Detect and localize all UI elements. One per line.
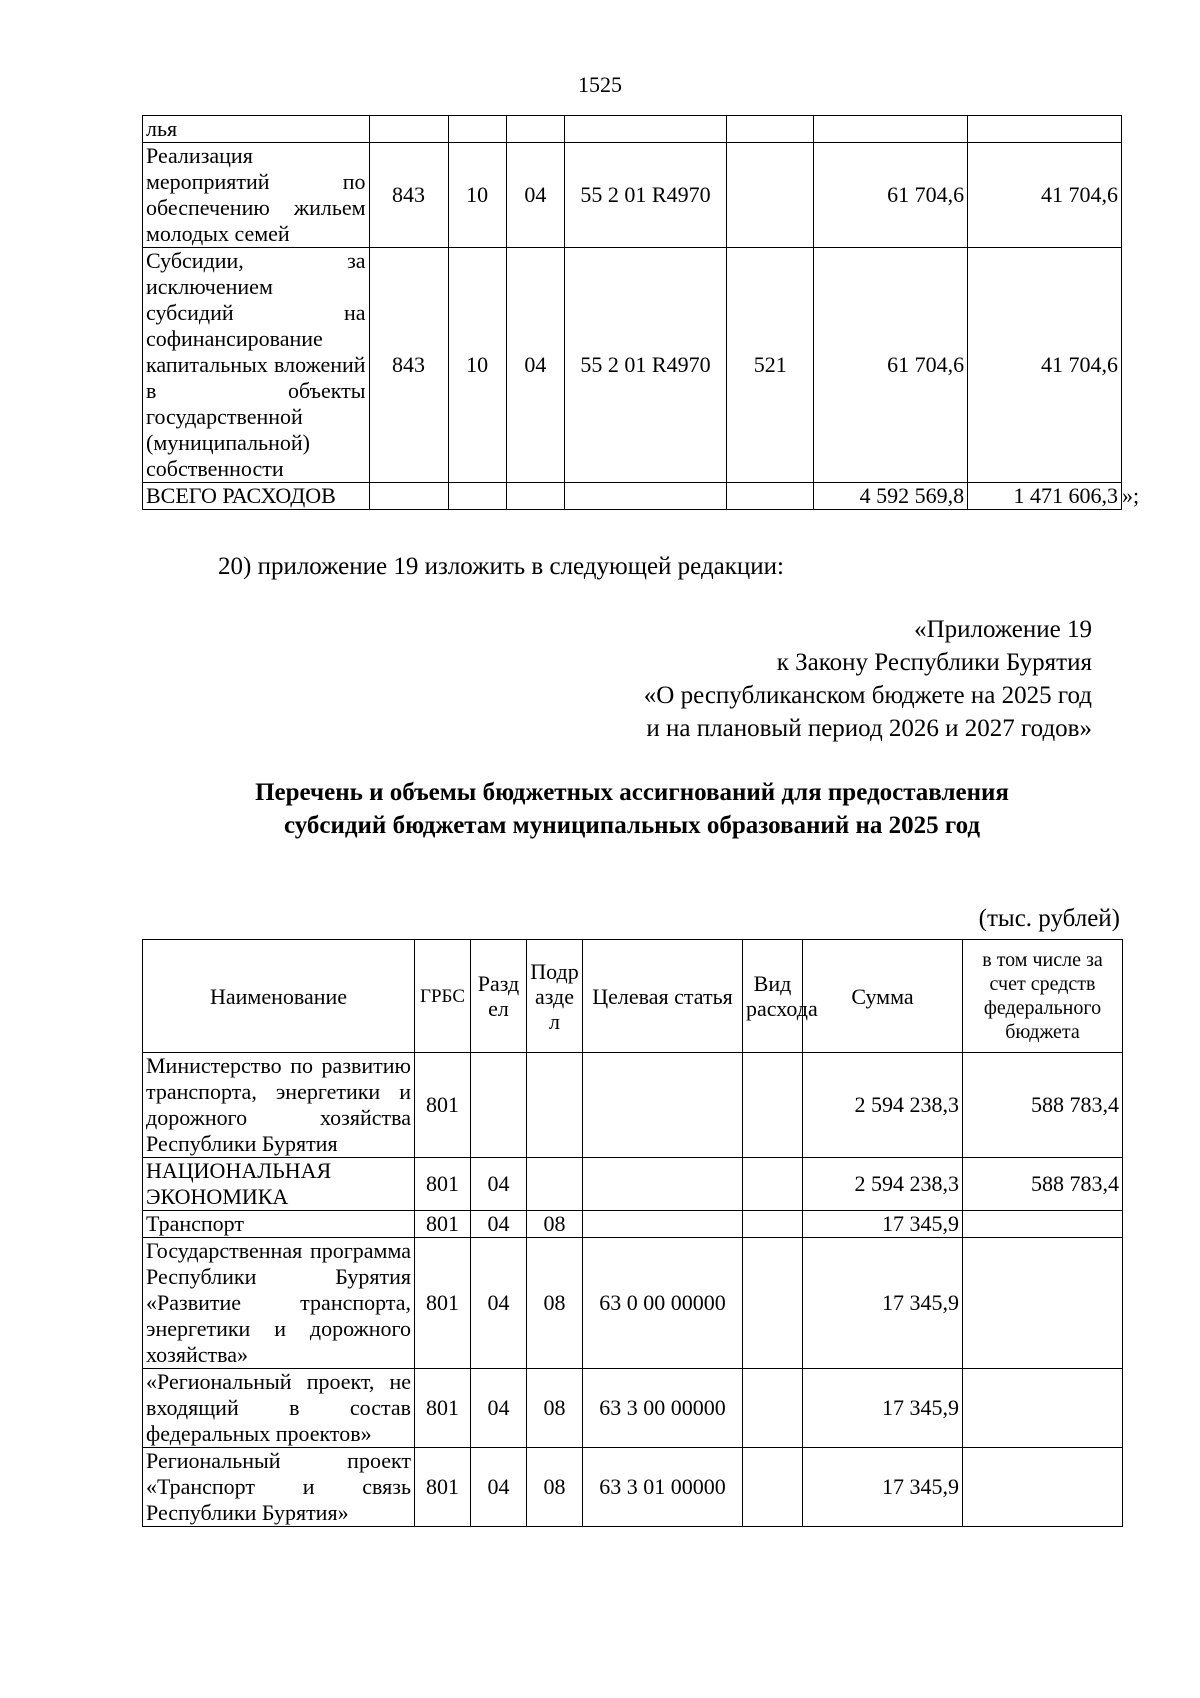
row-razdel: 04 [471, 1369, 527, 1448]
row-grbs: 801 [415, 1053, 471, 1158]
table-header-row [143, 940, 1123, 1053]
amendment-instruction: 20) приложение 19 изложить в следующей редакции: [218, 553, 784, 580]
row-federal: 588 783,4 [963, 1053, 1123, 1158]
row-podrazdel: 08 [527, 1448, 583, 1527]
row-vid [743, 1369, 803, 1448]
row-sum: 17 345,9 [803, 1448, 963, 1527]
row-sum: 4 592 569,8 [814, 483, 968, 510]
row-vid: 521 [727, 248, 814, 483]
subsidies-table [142, 939, 1123, 1527]
row-federal [963, 1369, 1123, 1448]
row-podrazdel [527, 1053, 583, 1158]
row-sum: 17 345,9 [803, 1369, 963, 1448]
row-sum: 61 704,6 [814, 248, 968, 483]
row-razdel: 10 [448, 248, 506, 483]
row-vid [743, 1053, 803, 1158]
row-razdel [448, 116, 506, 143]
budget-table-continuation [142, 115, 1140, 510]
row-name: Реализация мероприятий по обеспечению жильем молодых семей [143, 143, 370, 248]
row-federal: 41 704,6 [968, 143, 1122, 248]
row-sum: 17 345,9 [803, 1211, 963, 1238]
row-name: Государственная программа Республики Бурятия «Развитие транспорта, энергетики и дорожного хозяйства» [143, 1238, 415, 1369]
row-name: Транспорт [143, 1211, 415, 1238]
row-podrazdel [506, 116, 564, 143]
row-grbs [369, 483, 448, 510]
row-target: 55 2 01 R4970 [564, 248, 726, 483]
row-razdel [471, 1053, 527, 1158]
row-razdel: 04 [471, 1211, 527, 1238]
row-target: 63 3 01 00000 [583, 1448, 743, 1527]
row-grbs: 801 [415, 1238, 471, 1369]
row-grbs: 801 [415, 1211, 471, 1238]
row-target [583, 1211, 743, 1238]
appendix-header [644, 613, 1092, 745]
table-row [143, 1369, 1123, 1448]
appendix-line: «О республиканском бюджете на 2025 год [643, 682, 1092, 709]
row-podrazdel: 04 [506, 248, 564, 483]
row-federal [968, 116, 1122, 143]
header-target: Целевая статья [583, 940, 743, 1053]
row-target: 63 0 00 00000 [583, 1238, 743, 1369]
row-federal [963, 1238, 1123, 1369]
row-name: Региональный проект «Транспорт и связь Республики Бурятия» [143, 1448, 415, 1527]
row-target [564, 116, 726, 143]
row-podrazdel [506, 483, 564, 510]
row-grbs: 801 [415, 1158, 471, 1211]
appendix-line: и на плановый период 2026 и 2027 годов» [646, 715, 1092, 742]
table-row [143, 1053, 1123, 1158]
row-grbs: 801 [415, 1448, 471, 1527]
appendix-line: к Закону Республики Бурятия [776, 649, 1092, 676]
row-name: ВСЕГО РАСХОДОВ [143, 483, 370, 510]
header-grbs: ГРБС [415, 940, 471, 1053]
row-target [583, 1053, 743, 1158]
title-line: субсидий бюджетам муниципальных образований на 2025 год [283, 812, 981, 839]
table-row [143, 1448, 1123, 1527]
table-row [143, 1238, 1123, 1369]
row-federal [968, 483, 1140, 510]
row-federal: 41 704,6 [968, 248, 1122, 483]
header-sum: Сумма [803, 940, 963, 1053]
row-podrazdel: 08 [527, 1211, 583, 1238]
row-podrazdel [527, 1158, 583, 1211]
row-target [564, 483, 726, 510]
row-federal: 588 783,4 [963, 1158, 1123, 1211]
table-row [143, 143, 1122, 248]
row-target: 63 3 00 00000 [583, 1369, 743, 1448]
row-sum: 17 345,9 [803, 1238, 963, 1369]
row-federal [963, 1448, 1123, 1527]
row-razdel: 04 [471, 1238, 527, 1369]
row-target [583, 1158, 743, 1211]
row-name: «Региональный проект, не входящий в состав федеральных проектов» [143, 1369, 415, 1448]
title-line: Перечень и объемы бюджетных ассигнований для предоставления [255, 779, 1009, 806]
federal-total-value: 1 471 606,3 [1013, 483, 1118, 508]
table-row [143, 1211, 1123, 1238]
appendix-line: «Приложение 19 [914, 616, 1092, 643]
row-grbs [369, 116, 448, 143]
closing-quote-mark: »; [1122, 483, 1140, 508]
row-target: 55 2 01 R4970 [564, 143, 726, 248]
header-podrazdel: Подраздел [527, 940, 583, 1053]
row-name: НАЦИОНАЛЬНАЯ ЭКОНОМИКА [143, 1158, 415, 1211]
row-sum: 2 594 238,3 [803, 1158, 963, 1211]
row-razdel: 04 [471, 1448, 527, 1527]
row-federal [963, 1211, 1123, 1238]
header-federal: в том числе за счет средств федерального бюджета [963, 940, 1123, 1053]
row-podrazdel: 04 [506, 143, 564, 248]
header-vid: Вид расхода [743, 940, 803, 1053]
row-grbs: 843 [369, 248, 448, 483]
row-grbs: 843 [369, 143, 448, 248]
row-sum [814, 116, 968, 143]
table-row [143, 116, 1122, 143]
header-razdel: Раздел [471, 940, 527, 1053]
row-name: Субсидии, за исключением субсидий на софинансирование капитальных вложений в объекты государственной (муниципальной) собственности [143, 248, 370, 483]
document-title [142, 776, 1122, 842]
header-name: Наименование [143, 940, 415, 1053]
row-razdel [448, 483, 506, 510]
row-vid [743, 1238, 803, 1369]
table-row [143, 1158, 1123, 1211]
row-podrazdel: 08 [527, 1238, 583, 1369]
row-name: Министерство по развитию транспорта, энергетики и дорожного хозяйства Республики Бурятия [143, 1053, 415, 1158]
row-vid [743, 1211, 803, 1238]
row-razdel: 04 [471, 1158, 527, 1211]
row-razdel: 10 [448, 143, 506, 248]
row-vid [727, 116, 814, 143]
table-row [143, 248, 1122, 483]
row-vid [743, 1158, 803, 1211]
unit-note: (тыс. рублей) [978, 905, 1120, 932]
row-sum: 61 704,6 [814, 143, 968, 248]
row-vid [727, 483, 814, 510]
table-row-total [143, 483, 1122, 510]
row-podrazdel: 08 [527, 1369, 583, 1448]
row-vid [743, 1448, 803, 1527]
page-number: 1525 [578, 72, 622, 97]
row-sum: 2 594 238,3 [803, 1053, 963, 1158]
row-vid [727, 143, 814, 248]
row-name: лья [143, 116, 370, 143]
row-grbs: 801 [415, 1369, 471, 1448]
